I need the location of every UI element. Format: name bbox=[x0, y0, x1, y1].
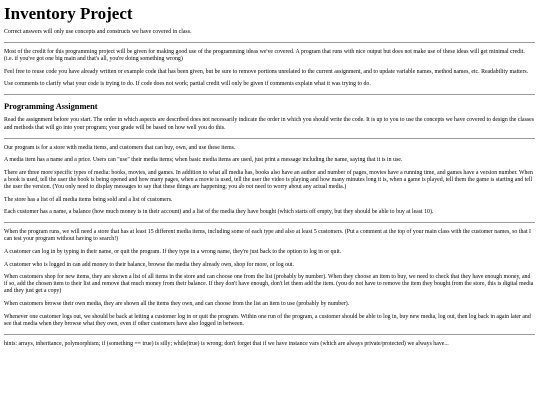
store-paragraph-5: Each customer has a name, a balance (how much money is in their account) and a list of the media they have bought (which starts off empty, but they should be able to buy at least 10). bbox=[4, 209, 434, 216]
section-heading: Programming Assignment bbox=[4, 102, 98, 112]
divider bbox=[4, 42, 535, 43]
intro-text: Correct answers will only use concepts and constructs we have covered in class. bbox=[4, 29, 192, 35]
emphasis-do-not: do not bbox=[238, 184, 254, 191]
divider bbox=[4, 334, 535, 335]
store-paragraph-3-text-a: There are three more specific types of media: books, movies, and games. In addition to what all media has, books also have an author and number of pages, movies have a running time, and games have a version number. When a book is used, tell the user the book is being opened and how many pages, when a movie is used, tell the user the video is playing and how many minutes long it is, when a game is played, tell them the game is starting and tell the user the version. (You only need to display messages to say that these things are happening; you bbox=[4, 169, 533, 191]
grading-paragraph-3: Use comments to clarify what your code is trying to do. If code does not work; partial credit will only be given if comments explain what it was trying to do. bbox=[4, 81, 371, 88]
assignment-paragraph: Read the assignment before you start. The order in which aspects are described does not necessarily indicate the order in which you should write the code. It is up to you to use the concepts we have covered to design the classes and methods that will go into your program; your grade will be based on how well you do this. bbox=[4, 117, 535, 131]
runtime-paragraph-6: Whenever one customer logs out, we should be back at letting a customer log in or quit the program. Within one run of the program, a customer should be able to log in, buy new media, log out, then log back in again later and see that media when they browse what they own, even if other customers have also logged in between. bbox=[4, 313, 531, 327]
divider bbox=[4, 222, 535, 223]
hints-text: hints: arrays, inheritance, polymorphism; if (something == true) is silly; while(true) is wrong; don't forget that if we have instance vars (which are always private/protected) we always have... bbox=[4, 340, 449, 347]
divider bbox=[4, 94, 535, 95]
store-paragraph-3 bbox=[4, 170, 535, 191]
store-paragraph-4: The store has a list of all media items being sold and a list of customers. bbox=[4, 196, 173, 203]
runtime-paragraph-1: When the program runs, we will need a store that has at least 15 different media items, including some of each type and also at least 5 customers. (Put a comment at the top of your main class with the customer names, so that I can test your program without having to search!) bbox=[4, 229, 531, 243]
store-paragraph-2: A media item has a name and a price. Users can "use" their media items; when basic media items are used, just print a message including the name, saying that it is in use. bbox=[4, 157, 403, 164]
grading-paragraph-1: Most of the credit for this programming project will be given for making good use of the programming ideas we've covered. A program that runs with nice output but does not make use of these ideas will get minimal credit. (i.e. if you've got one big main and that's all, you're doing something wrong) bbox=[4, 49, 525, 63]
store-paragraph-3-text-b: need to worry about any actual media.) bbox=[253, 184, 347, 191]
runtime-paragraph-4: When customers shop for new items, they are shown a list of all items in the store and can choose one from the list (probably by number). When they choose an item to buy, we need to check that they have enough money, and if so, add the chosen item to their list and remove that much money from their balance. If they don't have enough, don't let them add the item. (you do not have to remove the item they bought from the store, this is digital media and they just get a copy) bbox=[4, 274, 534, 295]
runtime-paragraph-3: A customer who is logged in can add money to their balance, browse the media they already own, shop for more, or log out. bbox=[4, 261, 295, 268]
divider bbox=[4, 138, 535, 139]
runtime-paragraph-2: A customer can log in by typing in their name, or quit the program. If they type in a wrong name, they're just back to the option to log in or quit. bbox=[4, 249, 342, 255]
grading-paragraph-2: Feel free to reuse code you have already written or example code that has been given, but be sure to remove portions unrelated to the current assignment, and to update variable names, method names, etc. Readability matters. bbox=[4, 68, 529, 75]
runtime-paragraph-5: When customers browse their own media, they are shown all the items they own, and can choose from the list an item to use (probably by number). bbox=[4, 300, 350, 307]
page-title: Inventory Project bbox=[4, 4, 133, 23]
store-paragraph-1: Our program is for a store with media items, and customers that can buy, own, and use these items. bbox=[4, 144, 236, 151]
